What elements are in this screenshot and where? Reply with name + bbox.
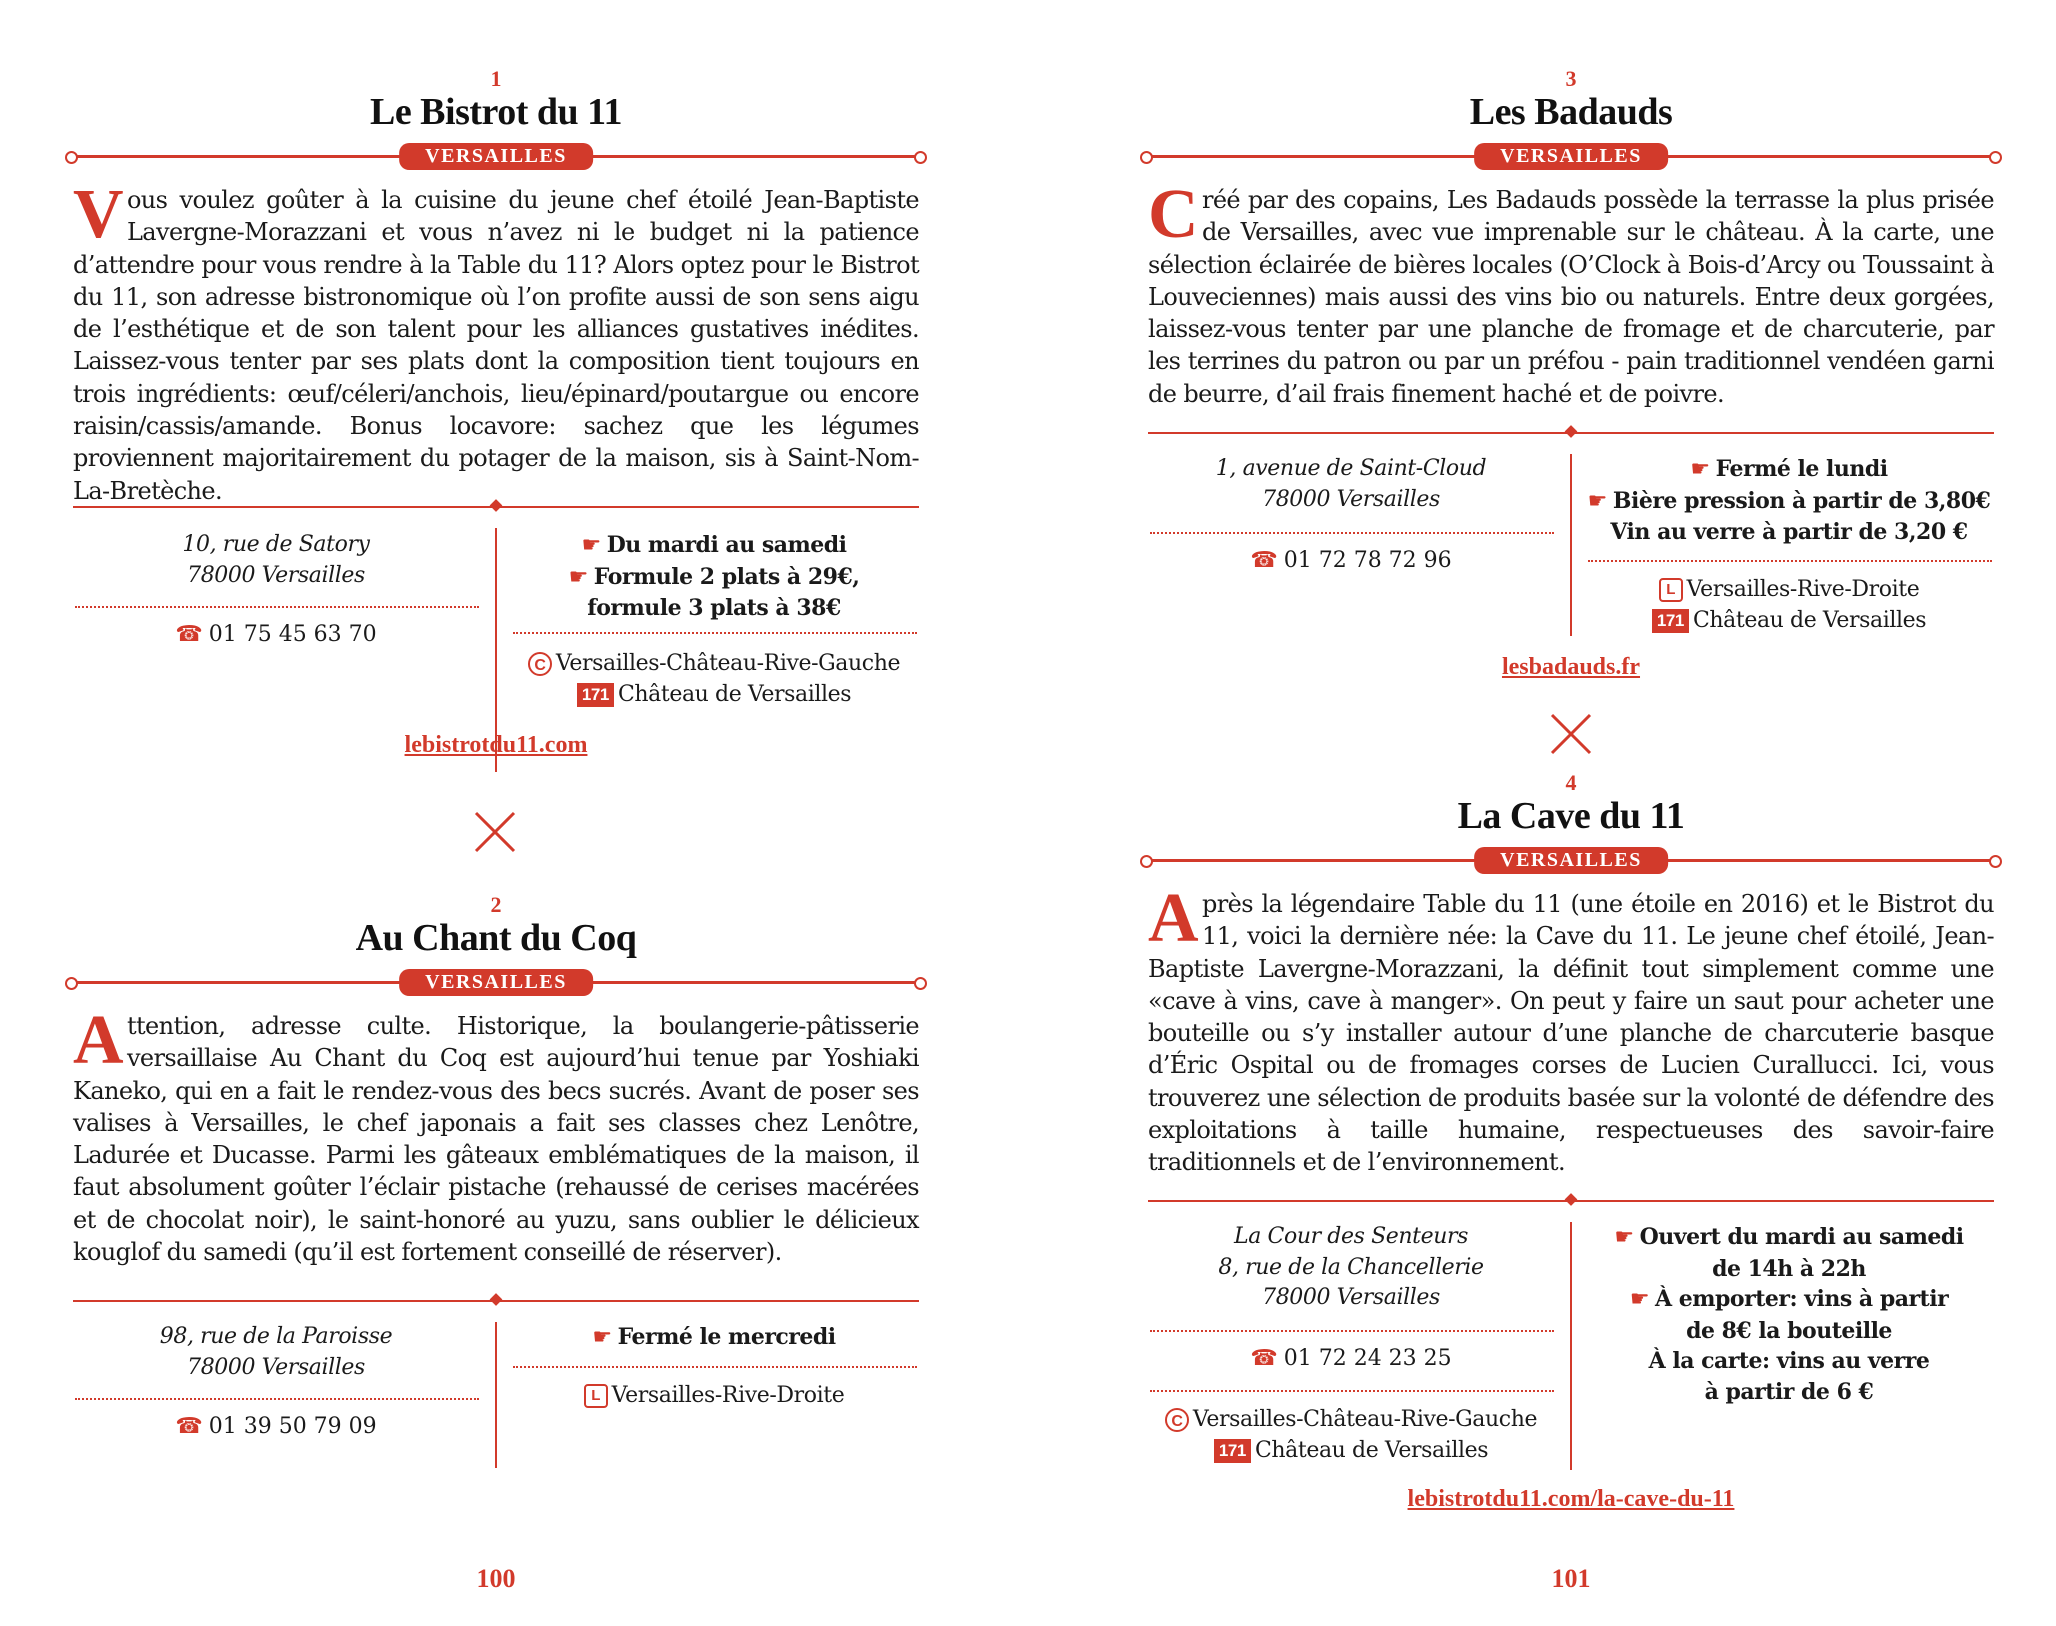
entry-les-badauds bbox=[1148, 66, 1994, 686]
rer-c-icon: C bbox=[1165, 1408, 1189, 1432]
address-dotted-rule bbox=[75, 1398, 479, 1400]
info-dotted-rule bbox=[513, 632, 917, 634]
entry-number: 4 bbox=[1565, 770, 1577, 795]
bus-number: 171 bbox=[1652, 609, 1689, 633]
pointing-hand-icon: ☛ bbox=[1690, 457, 1710, 482]
entry-le-bistrot-du-11 bbox=[73, 66, 919, 766]
city-badge: VERSAILLES bbox=[1474, 143, 1668, 170]
title-rule bbox=[73, 971, 919, 993]
city-badge: VERSAILLES bbox=[399, 143, 593, 170]
drop-cap: V bbox=[73, 176, 123, 253]
entry-body bbox=[1148, 176, 1994, 410]
drop-cap: C bbox=[1148, 176, 1198, 253]
entry-number: 2 bbox=[490, 892, 502, 917]
info-dotted-rule bbox=[513, 1366, 917, 1368]
pointing-hand-icon: ☛ bbox=[581, 533, 601, 558]
bus-number: 171 bbox=[1214, 1439, 1251, 1463]
city-badge: VERSAILLES bbox=[1474, 847, 1668, 874]
opening-info: ☛ Du mardi au samedi ☛ Formule 2 plats à 29€, formule 3 plats à 38€ bbox=[568, 532, 860, 621]
pointing-hand-icon: ☛ bbox=[592, 1325, 612, 1350]
entry-text: ttention, adresse culte. Historique, la boulangerie-pâtisserie versaillaise Au Chant du Coq est aujourd’hui tenue par Yoshiaki Kaneko, qui en a fait le rendez-vous des becs sucrés. Avant de poser ses valises à Versailles, le chef japonais a fait ses classes chez Lenôtre, Ladurée et Ducasse. Parmi les gâteaux emblématiques de la maison, il faut absolument goûter l’éclair pistache (rehaussé de cerises macérées et de chocolat noir), le saint-honoré au yuzu, sans oublier le délicieux kouglof du samedi (qu’il est fortement conseillé de réserver). bbox=[73, 1012, 919, 1267]
address: La Cour des Senteurs 8, rue de la Chancellerie 78000 Versailles bbox=[1218, 1224, 1484, 1310]
info-divider bbox=[1570, 454, 1572, 636]
entry-text: réé par des copains, Les Badauds possède la terrasse la plus prisée de Versailles, avec vue imprenable sur le château. À la carte, une sélection éclairée de bières locales (O’Clock à Bois-d’Arcy ou Toussaint à Louveciennes) mais aussi des vins bio ou naturels. Entre deux gorgées, laissez-vous tenter par une planche de fromage et de charcuterie, par les terrines du patron ou par un préfou - pain traditionnel vendéen garni de beurre, d’ail frais finement haché et de poivre. bbox=[1148, 186, 1994, 408]
address-dotted-rule bbox=[1150, 532, 1554, 534]
phone: ☎ 01 72 24 23 25 bbox=[1250, 1346, 1452, 1371]
drop-cap: A bbox=[1148, 880, 1198, 957]
entry-text: près la légendaire Table du 11 (une étoile en 2016) et le Bistrot du 11, voici la dernière née: la Cave du 11. Le jeune chef étoilé, Jean-Baptiste Lavergne-Morazzani, la définit tout simplement comme une «cave à vins, cave à manger». On peut y faire un saut pour acheter une bouteille ou s’y installer autour d’une planche de charcuterie basque d’Éric Ospital ou de fromages corses de Lucien Curallucci. Ici, vous trouverez une sélection de produits basée sur la volonté de défendre des exploitations à taille humaine, respectueuses des savoir-faire traditionnels et de l’environnement. bbox=[1148, 890, 1994, 1177]
cross-separator-icon bbox=[1549, 712, 1593, 756]
page-number: 101 bbox=[1551, 1564, 1591, 1593]
telephone-icon: ☎ bbox=[1250, 548, 1278, 573]
entry-la-cave-du-11 bbox=[1148, 770, 1994, 1530]
city-badge: VERSAILLES bbox=[399, 969, 593, 996]
transit-info: C Versailles-Château-Rive-Gauche 171 Château de Versailles bbox=[1148, 1404, 1554, 1466]
info-separator bbox=[73, 1300, 919, 1302]
pointing-hand-icon: ☛ bbox=[568, 564, 588, 590]
telephone-icon: ☎ bbox=[1250, 1346, 1278, 1371]
entry-title: Le Bistrot du 11 bbox=[369, 91, 623, 133]
opening-info: ☛ Fermé le mercredi bbox=[592, 1324, 836, 1350]
entry-number: 3 bbox=[1565, 66, 1577, 91]
train-l-icon: L bbox=[1659, 578, 1683, 602]
opening-info: ☛ Ouvert du mardi au samedi de 14h à 22h ☛ À emporter: vins à partir de 8€ la bouteille À la carte: vins au verre à partir de 6 € bbox=[1614, 1224, 1964, 1405]
drop-cap: A bbox=[73, 1002, 123, 1079]
phone-dotted-rule bbox=[1150, 1390, 1554, 1392]
entry-body bbox=[73, 1002, 919, 1268]
info-separator bbox=[73, 506, 919, 508]
title-rule bbox=[1148, 145, 1994, 167]
phone: ☎ 01 72 78 72 96 bbox=[1250, 548, 1452, 573]
transit-info: L Versailles-Rive-Droite 171 Château de Versailles bbox=[1584, 574, 1994, 636]
cross-separator-icon bbox=[473, 810, 517, 854]
transit-info: L Versailles-Rive-Droite bbox=[509, 1380, 919, 1411]
entry-title: Au Chant du Coq bbox=[355, 917, 637, 959]
address: 10, rue de Satory 78000 Versailles bbox=[182, 532, 370, 588]
info-dotted-rule bbox=[1588, 560, 1992, 562]
address: 1, avenue de Saint-Cloud 78000 Versailles bbox=[1215, 456, 1487, 512]
entry-body bbox=[1148, 880, 1994, 1179]
transit-info: C Versailles-Château-Rive-Gauche 171 Château de Versailles bbox=[509, 648, 919, 710]
right-page bbox=[1028, 0, 2056, 1626]
website-link[interactable]: lesbadauds.fr bbox=[1501, 654, 1641, 680]
train-l-icon: L bbox=[584, 1384, 608, 1408]
entry-body bbox=[73, 176, 919, 507]
bus-number: 171 bbox=[577, 683, 614, 707]
pointing-hand-icon: ☛ bbox=[1587, 488, 1607, 514]
phone: ☎ 01 75 45 63 70 bbox=[175, 622, 377, 647]
entry-au-chant-du-coq bbox=[73, 892, 919, 1452]
telephone-icon: ☎ bbox=[175, 1414, 203, 1439]
pointing-hand-icon: ☛ bbox=[1614, 1225, 1634, 1250]
pointing-hand-icon: ☛ bbox=[1629, 1287, 1650, 1312]
entry-text: ous voulez goûter à la cuisine du jeune chef étoilé Jean-Baptiste Lavergne-Morazzani et vous n’avez ni le budget ni la patience d’attendre pour vous rendre à la Table du 11? Alors optez pour le Bistrot du 11, son adresse bistronomique où l’on profite aussi de son sens aigu de l’esthétique et de son talent pour les alliances gustatives inédites. Laissez-vous tenter par ses plats dont la composition tient toujours en trois ingrédients: œuf/céleri/anchois, lieu/épinard/poutargue ou encore raisin/cassis/amande. Bonus locavore: sachez que les légumes proviennent majoritairement du potager de la maison, sis à Saint-Nom-La-Bretèche. bbox=[73, 186, 919, 505]
address-dotted-rule bbox=[75, 606, 479, 608]
telephone-icon: ☎ bbox=[175, 622, 203, 647]
info-separator bbox=[1148, 1200, 1994, 1202]
phone: ☎ 01 39 50 79 09 bbox=[175, 1414, 377, 1439]
title-rule bbox=[73, 145, 919, 167]
address: 98, rue de la Paroisse 78000 Versailles bbox=[159, 1324, 393, 1380]
rer-c-icon: C bbox=[528, 652, 552, 676]
opening-info: ☛ Fermé le lundi ☛ Bière pression à partir de 3,80€ Vin au verre à partir de 3,20 € bbox=[1587, 456, 1991, 545]
entry-number: 1 bbox=[490, 66, 502, 91]
entry-title: La Cave du 11 bbox=[1457, 795, 1685, 837]
website-link[interactable]: lebistrotdu11.com bbox=[404, 732, 588, 758]
info-separator bbox=[1148, 432, 1994, 434]
info-divider bbox=[1570, 1222, 1572, 1470]
entry-title: Les Badauds bbox=[1469, 91, 1673, 133]
address-dotted-rule bbox=[1150, 1330, 1554, 1332]
info-divider bbox=[495, 1322, 497, 1468]
title-rule bbox=[1148, 849, 1994, 871]
website-link[interactable]: lebistrotdu11.com/la-cave-du-11 bbox=[1407, 1486, 1735, 1512]
page-number: 100 bbox=[476, 1564, 516, 1593]
